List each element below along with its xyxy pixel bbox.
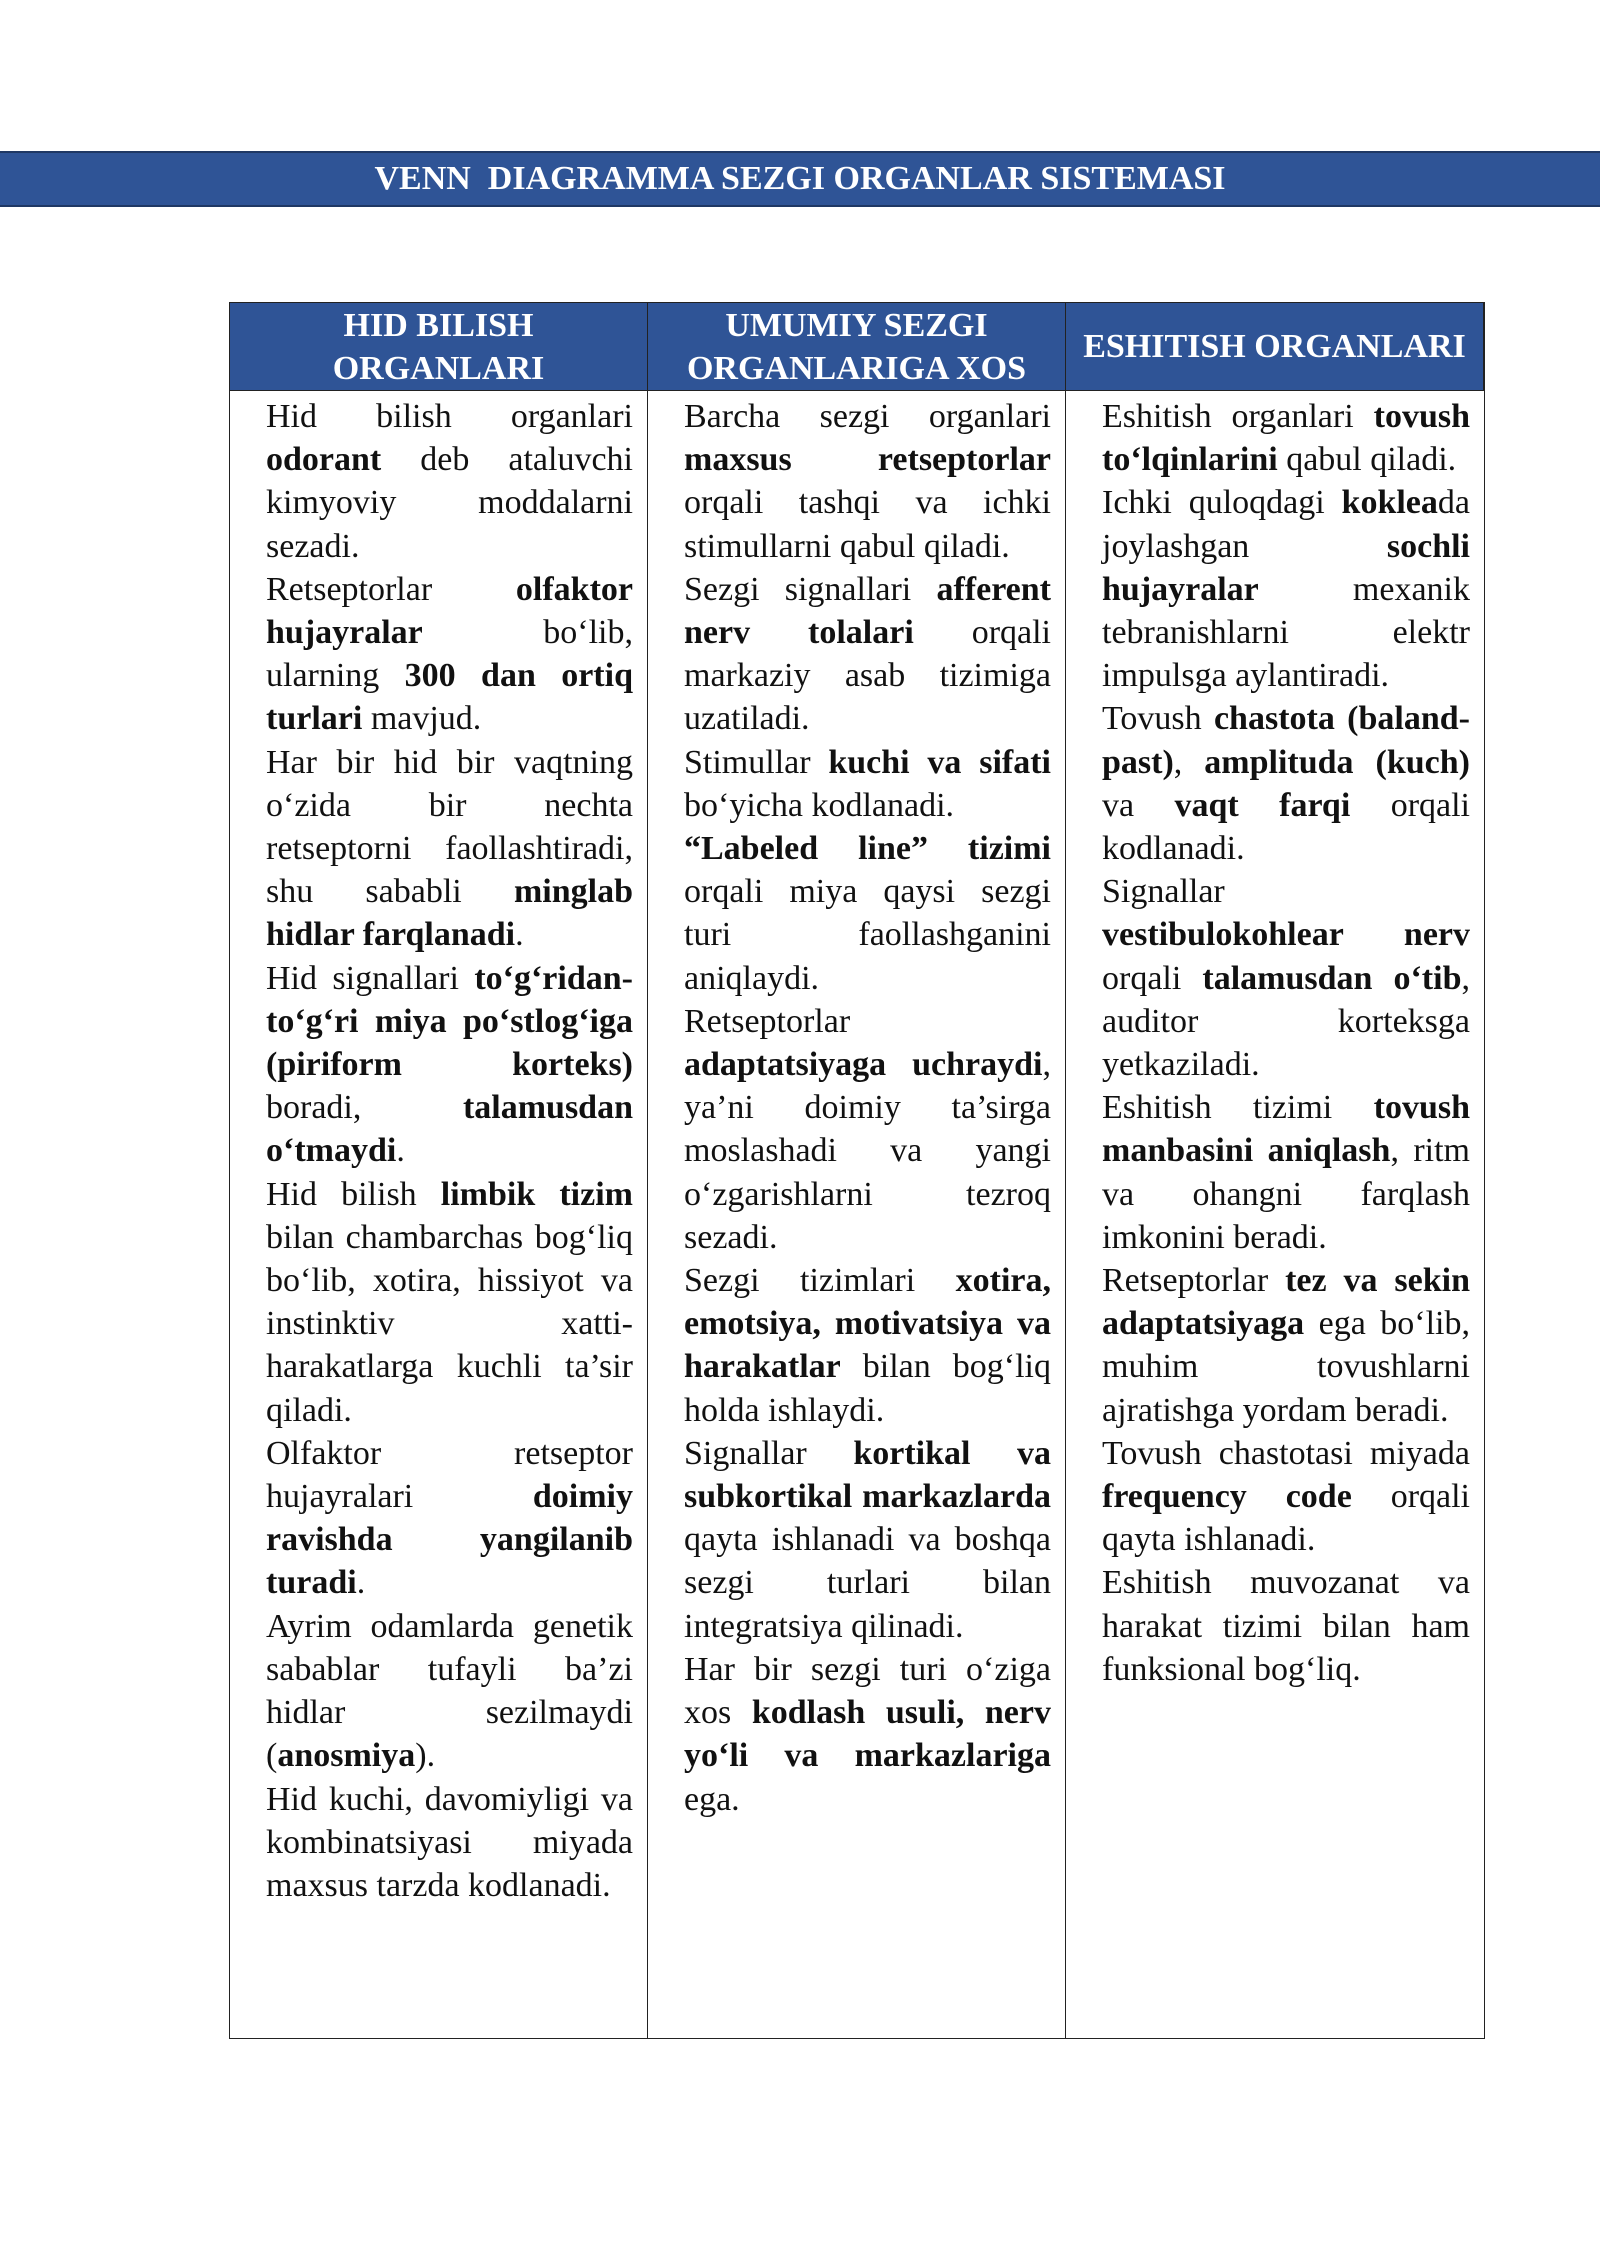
text-run: deb ataluvchi kimyoviy moddalarni sezadi. <box>266 441 633 565</box>
text-run: boradi, <box>266 1089 463 1127</box>
text-run: Stimullar <box>684 743 829 781</box>
paragraph <box>684 741 1051 827</box>
text-run: Har bir hid bir vaqtning o‘zida bir nechta retseptorni faollashtiradi, shu sababli <box>266 743 633 911</box>
text-run: Hid bilish <box>266 1175 441 1213</box>
bold-term: talamusdan o‘tmaydi <box>266 1089 633 1170</box>
bold-term: sochli hujayralar <box>1102 527 1470 608</box>
bold-term: minglab hidlar farqlanadi <box>266 873 633 954</box>
text-run: orqali miya qaysi sezgi turi faollashganini aniqlaydi. <box>684 873 1051 997</box>
paragraph <box>266 957 633 1173</box>
text-run: Har bir sezgi turi o‘ziga xos <box>684 1650 1051 1732</box>
paragraph <box>266 1605 633 1778</box>
bold-term: tovush manbasini aniqlash <box>1102 1089 1470 1170</box>
bold-term: vaqt farqi <box>1174 786 1351 824</box>
text-run: Tovush chastotasi miyada <box>1102 1434 1470 1472</box>
paragraph <box>266 395 633 568</box>
paragraph <box>684 1259 1051 1432</box>
paragraph <box>684 1648 1051 1821</box>
paragraph <box>266 1173 633 1432</box>
bold-term: vestibulokohlear nerv <box>1102 916 1470 954</box>
paragraph <box>1102 1259 1470 1432</box>
paragraph <box>1102 1561 1470 1691</box>
text-run: orqali markaziy asab tizimiga uzatiladi. <box>684 614 1051 738</box>
paragraph <box>1102 481 1470 697</box>
text-run: Hid signallari <box>266 959 475 997</box>
text-run: ega bo‘lib, muhim tovushlarni ajratishga yordam beradi. <box>1102 1305 1470 1429</box>
page-title: VENN DIAGRAMMA SEZGI ORGANLAR SISTEMASI <box>0 151 1600 207</box>
paragraph <box>1102 870 1470 1086</box>
text-run: Signallar <box>1102 873 1225 911</box>
bold-term: kortikal va subkortikal markazlarda <box>684 1434 1051 1516</box>
text-run: qabul qiladi. <box>1277 441 1457 479</box>
text-run: da joylashgan <box>1102 484 1470 565</box>
text-run: Hid kuchi, davomiyligi va kombinatsiyasi miyada maxsus tarzda kodlanadi. <box>266 1780 633 1904</box>
text-run: Ayrim odamlarda genetik sabablar tufayli ba’zi hidlar sezilmaydi ( <box>266 1607 633 1775</box>
bold-term: 300 dan ortiq turlari <box>266 657 633 738</box>
bold-term: anosmiya <box>277 1737 416 1775</box>
bold-term: frequency code <box>1102 1478 1352 1516</box>
text-run: ). <box>415 1737 436 1775</box>
paragraph <box>266 741 633 957</box>
text-run: Retseptorlar <box>1102 1262 1286 1300</box>
text-run: Barcha sezgi organlari <box>684 398 1051 435</box>
paragraph <box>684 568 1051 741</box>
bold-term: talamusdan o‘tib <box>1202 959 1462 997</box>
text-run: bilan bog‘liq holda ishlaydi. <box>684 1348 1051 1429</box>
text-run: orqali qayta ishlanadi. <box>1102 1478 1471 1559</box>
bold-term: adaptatsiyaga uchraydi <box>684 1046 1043 1084</box>
bold-term: amplituda (kuch) <box>1204 743 1470 781</box>
text-run: bo‘yicha kodlanadi. <box>684 786 955 824</box>
text-run: , ya’ni doimiy ta’sirga moslashadi va yangi o‘zgarishlarni tezroq sezadi. <box>684 1046 1051 1256</box>
text-run: , <box>1173 743 1205 781</box>
text-run: bilan chambarchas bog‘liq bo‘lib, xotira, hissiyot va instinktiv xatti-harakatlarga kuchli ta’sir qiladi. <box>266 1218 633 1429</box>
column-header-common: UMUMIY SEZGI ORGANLARIGA XOS <box>648 303 1066 391</box>
paragraph <box>266 1778 633 1908</box>
text-run: bo‘lib, ularning <box>266 614 633 695</box>
text-run: mexanik tebranishlarni elektr impulsga aylantiradi. <box>1102 570 1470 695</box>
text-run: qayta ishlanadi va boshqa sezgi turlari bilan integratsiya qilinadi. <box>684 1521 1051 1645</box>
text-run: Retseptorlar <box>266 570 516 608</box>
paragraph <box>1102 395 1470 481</box>
text-run: Sezgi signallari <box>684 570 937 608</box>
bold-term: kodlash usuli, nerv yo‘li va markazlariga <box>684 1694 1051 1775</box>
paragraph <box>684 395 1051 568</box>
text-run: orqali <box>1102 959 1203 997</box>
column-cell-hearing <box>1066 391 1484 2038</box>
bold-term: to‘g‘ridan-to‘g‘ri miya po‘stlog‘iga (piriform korteks) <box>266 959 633 1084</box>
column-cell-common <box>648 391 1066 2038</box>
paragraph <box>1102 697 1470 870</box>
column-header-hearing: ESHITISH ORGANLARI <box>1066 303 1484 391</box>
text-run: Hid bilish organlari <box>266 398 633 435</box>
bold-term: kuchi va sifati <box>828 743 1051 781</box>
bold-term: olfaktor hujayralar <box>266 570 633 652</box>
text-run: va <box>1102 786 1175 824</box>
paragraph <box>1102 1086 1470 1259</box>
bold-term: afferent nerv tolalari <box>684 570 1051 652</box>
bold-term: limbik tizim <box>440 1175 633 1213</box>
bold-term: xotira, emotsiya, motivatsiya va harakatlar <box>684 1262 1051 1386</box>
paragraph <box>266 1432 633 1605</box>
paragraph <box>266 568 633 741</box>
text-run: Retseptorlar <box>684 1002 851 1040</box>
text-run: Eshitish tizimi <box>1102 1089 1374 1127</box>
bold-term: koklea <box>1341 484 1438 522</box>
text-run: Eshitish muvozanat va harakat tizimi bilan ham funksional bog‘liq. <box>1102 1564 1470 1688</box>
text-run: Tovush <box>1102 700 1214 738</box>
text-run: , auditor korteksga yetkaziladi. <box>1102 959 1470 1084</box>
text-run: . <box>515 916 524 954</box>
text-run: orqali kodlanadi. <box>1102 786 1471 868</box>
text-run: . <box>356 1564 366 1602</box>
text-run: , ritm va ohangni farqlash imkonini beradi. <box>1102 1132 1470 1256</box>
bold-term: doimiy ravishda yangilanib turadi <box>266 1478 633 1602</box>
column-cell-smell <box>230 391 648 2038</box>
bold-term: tovush to‘lqinlarini <box>1102 398 1470 479</box>
text-run: Sezgi tizimlari <box>684 1262 956 1300</box>
text-run: mavjud. <box>362 700 482 738</box>
paragraph <box>1102 1432 1470 1562</box>
text-run: Eshitish organlari <box>1102 398 1374 435</box>
text-run: Signallar <box>684 1434 854 1472</box>
bold-term: maxsus retseptorlar <box>684 441 1051 479</box>
text-run: . <box>396 1132 405 1170</box>
text-run: ega. <box>684 1780 740 1818</box>
paragraph <box>684 827 1051 1000</box>
paragraph <box>684 1432 1051 1648</box>
text-run: Olfaktor retseptor hujayralari <box>266 1434 633 1516</box>
bold-term: odorant <box>266 441 382 479</box>
paragraph <box>684 1000 1051 1259</box>
bold-term: “Labeled line” tizimi <box>684 830 1051 868</box>
bold-term: tez va sekin adaptatsiyaga <box>1102 1262 1470 1343</box>
bold-term: chastota (baland-past) <box>1102 700 1470 781</box>
column-header-smell: HID BILISH ORGANLARI <box>230 303 648 391</box>
text-run: orqali tashqi va ichki stimullarni qabul qiladi. <box>684 484 1051 565</box>
text-run: Ichki quloqdagi <box>1102 484 1342 522</box>
venn-comparison-table <box>229 302 1485 2039</box>
